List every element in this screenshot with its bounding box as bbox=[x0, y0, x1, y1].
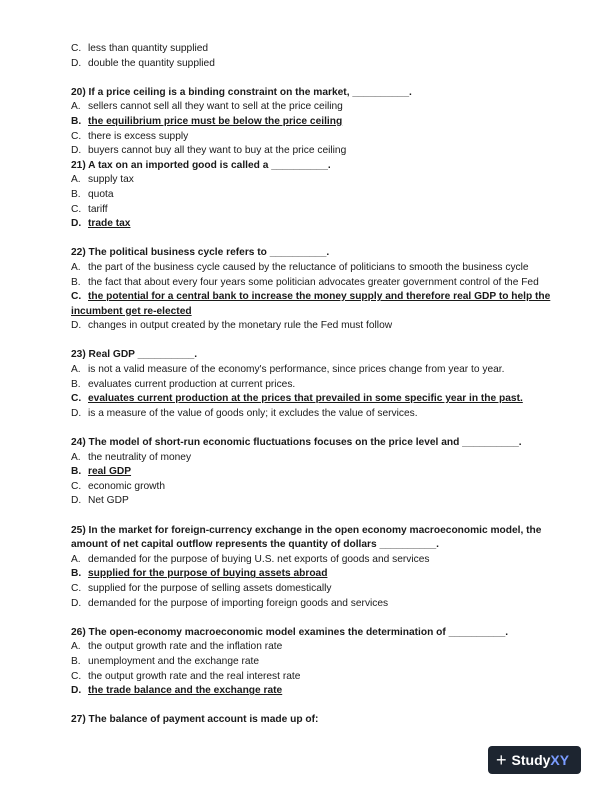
option-b: B. unemployment and the exchange rate bbox=[71, 655, 260, 667]
option-c: C. there is excess supply bbox=[71, 130, 189, 142]
question-27-title: 27) The balance of payment account is made up of: bbox=[71, 714, 319, 726]
correct-answer: B. real GDP bbox=[71, 466, 132, 478]
brand-main: Study bbox=[511, 752, 551, 768]
option-a: A. the neutrality of money bbox=[71, 451, 192, 463]
question-23-title: 23) Real GDP __________. bbox=[71, 349, 198, 361]
option-b: B. quota bbox=[71, 188, 114, 200]
correct-answer: C. the potential for a central bank to increase the money supply and therefore real GDP to help the incumbent get re-elected bbox=[71, 291, 551, 317]
correct-answer: B. the equilibrium price must be below the price ceiling bbox=[71, 115, 343, 127]
question-21-title: 21) A tax on an imported good is called a __________. bbox=[71, 159, 331, 171]
studyxy-badge[interactable] bbox=[488, 746, 581, 774]
brand-accent: XY bbox=[550, 752, 570, 768]
option-b: B. the fact that about every four years some politician advocates greater government control of the Fed bbox=[71, 276, 539, 288]
correct-answer: B. supplied for the purpose of buying assets abroad bbox=[71, 568, 328, 580]
option-d: D. changes in output created by the monetary rule the Fed must follow bbox=[71, 320, 393, 332]
option-a: A. the output growth rate and the inflation rate bbox=[71, 641, 283, 653]
option-d: D. double the quantity supplied bbox=[71, 57, 215, 69]
question-20-title: 20) If a price ceiling is a binding constraint on the market, __________. bbox=[71, 86, 412, 98]
correct-answer: D. the trade balance and the exchange rate bbox=[71, 685, 283, 697]
option-c: C. tariff bbox=[71, 203, 108, 215]
option-c: C. less than quantity supplied bbox=[71, 43, 209, 54]
option-c: C. economic growth bbox=[71, 480, 166, 492]
option-a: A. the part of the business cycle caused by the reluctance of politicians to smooth the business cycle bbox=[71, 261, 529, 273]
document-page bbox=[71, 42, 571, 728]
plus-icon: + bbox=[496, 750, 507, 770]
option-d: D. is a measure of the value of goods only; it excludes the value of services. bbox=[71, 407, 418, 419]
option-a: A. supply tax bbox=[71, 174, 134, 186]
option-a: A. sellers cannot sell all they want to sell at the price ceiling bbox=[71, 101, 343, 113]
option-d: D. Net GDP bbox=[71, 495, 129, 507]
option-c: C. supplied for the purpose of selling assets domestically bbox=[71, 582, 332, 594]
option-d: D. buyers cannot buy all they want to buy at the price ceiling bbox=[71, 145, 347, 157]
question-25-title: 25) In the market for foreign-currency exchange in the open economy macroeconomic model, the amount of net capital outflow represents the quantity of dollars __________. bbox=[71, 524, 542, 551]
option-a: A. demanded for the purpose of buying U.S. net exports of goods and services bbox=[71, 553, 430, 565]
option-c: C. the output growth rate and the real interest rate bbox=[71, 670, 301, 682]
correct-answer: D. trade tax bbox=[71, 218, 131, 230]
question-26-title: 26) The open-economy macroeconomic model examines the determination of __________. bbox=[71, 626, 509, 638]
option-d: D. demanded for the purpose of importing foreign goods and services bbox=[71, 597, 389, 609]
option-b: B. evaluates current production at current prices. bbox=[71, 378, 296, 390]
correct-answer: C. evaluates current production at the prices that prevailed in some specific year in the past. bbox=[71, 393, 523, 405]
question-22-title: 22) The political business cycle refers to __________. bbox=[71, 247, 330, 259]
question-24-title: 24) The model of short-run economic fluctuations focuses on the price level and __________. bbox=[71, 437, 522, 449]
option-a: A. is not a valid measure of the economy's performance, since prices change from year to year. bbox=[71, 364, 505, 376]
